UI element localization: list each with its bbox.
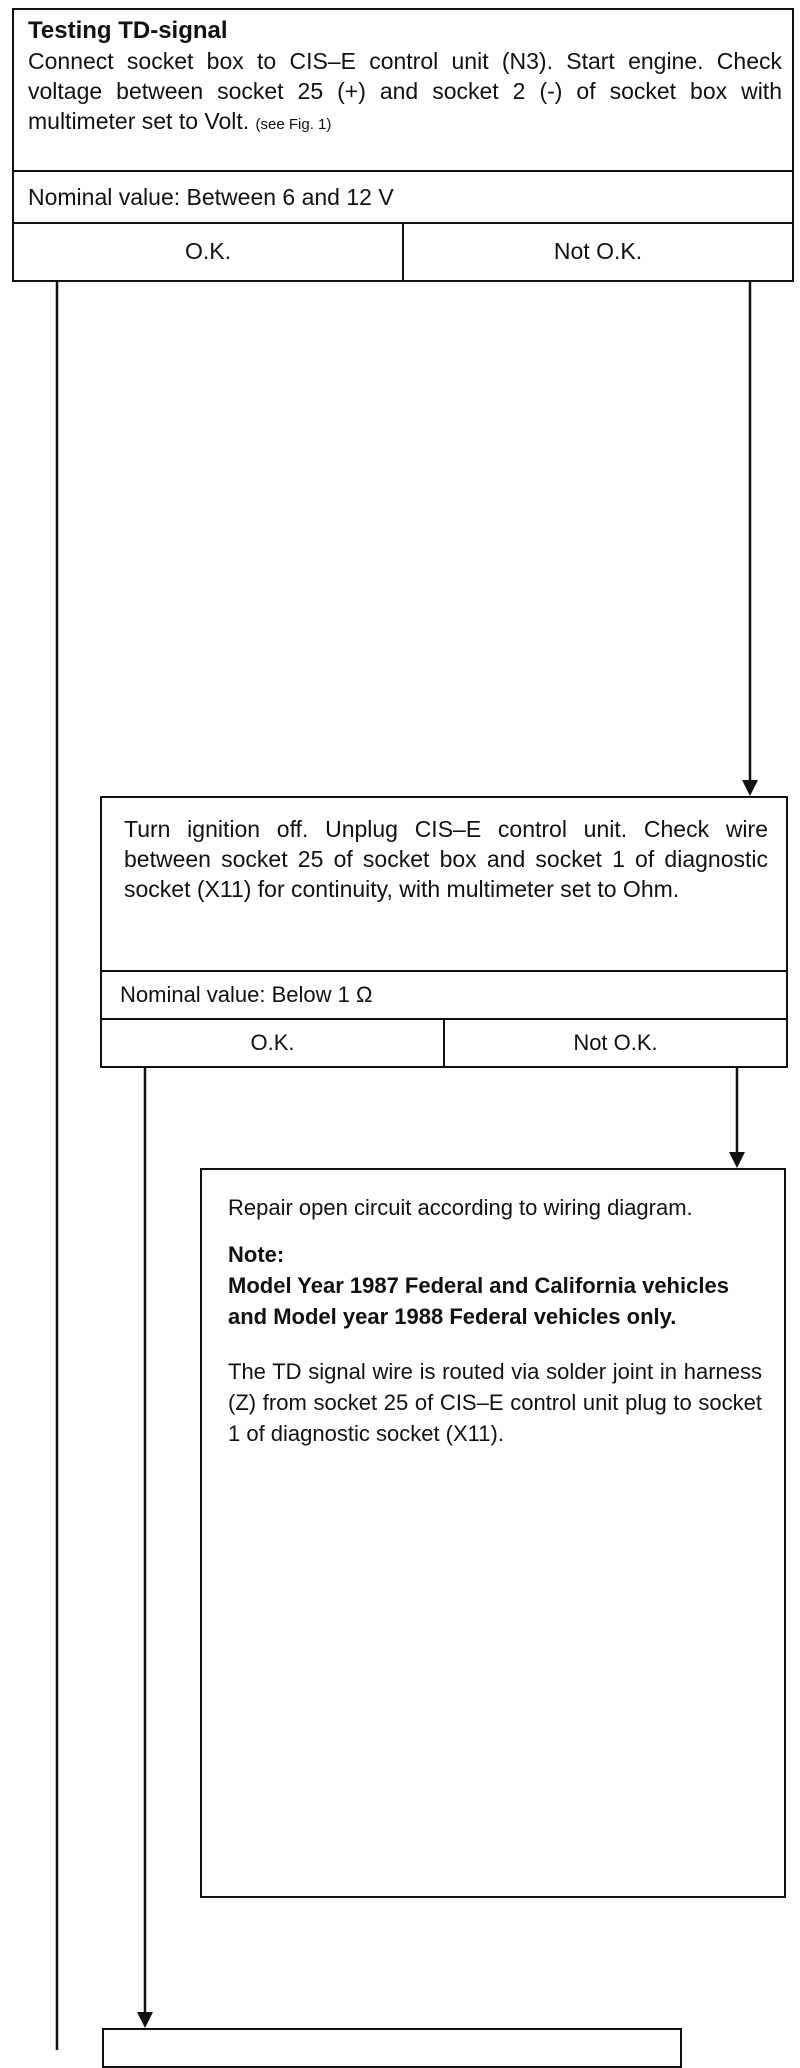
next-step-box [102,2028,682,2068]
instruction-text: Connect socket box to CIS–E control unit (N3). Start engine. Check voltage between socket 25 (+) and socket 2 (-) of socket box with multimeter set to Volt. [28,48,782,134]
result-ok: O.K. [14,224,404,280]
step-instruction: Turn ignition off. Unplug CIS–E control unit. Check wire between socket 25 of socket box and socket 1 of diagnostic socket (X11) for continuity, with multimeter set to Ohm. [124,816,768,902]
repair-box [200,1168,786,1898]
figure-reference: (see Fig. 1) [255,116,332,133]
test-step [14,10,792,172]
nominal-value: Nominal value: Between 6 and 12 V [14,172,792,224]
result-not-ok: Not O.K. [553,238,643,264]
box1-notok-arrowhead [742,780,758,796]
test-td-signal-box [12,8,794,282]
box2-ok-arrowhead [137,2012,153,2028]
step-instruction [28,46,782,140]
continuity-check-box [100,796,788,1068]
box2-notok-arrowhead [729,1152,745,1168]
note-label: Note: [228,1242,285,1267]
note-applicability: Model Year 1987 Federal and California vehicles and Model year 1988 Federal vehicles only. [228,1273,729,1329]
note-text: The TD signal wire is routed via solder joint in harness (Z) from socket 25 of CIS–E control unit plug to socket 1 of diagnostic socket (X11). [228,1359,762,1446]
nominal-value: Nominal value: Below 1 Ω [102,972,786,1020]
step-title: Testing TD-signal [28,17,228,44]
result-row [14,224,792,280]
result-not-ok: Not O.K. [573,1030,658,1055]
result-row [102,1020,786,1066]
test-step [102,798,786,972]
result-ok: O.K. [102,1020,445,1066]
repair-instruction: Repair open circuit according to wiring diagram. [228,1195,693,1220]
